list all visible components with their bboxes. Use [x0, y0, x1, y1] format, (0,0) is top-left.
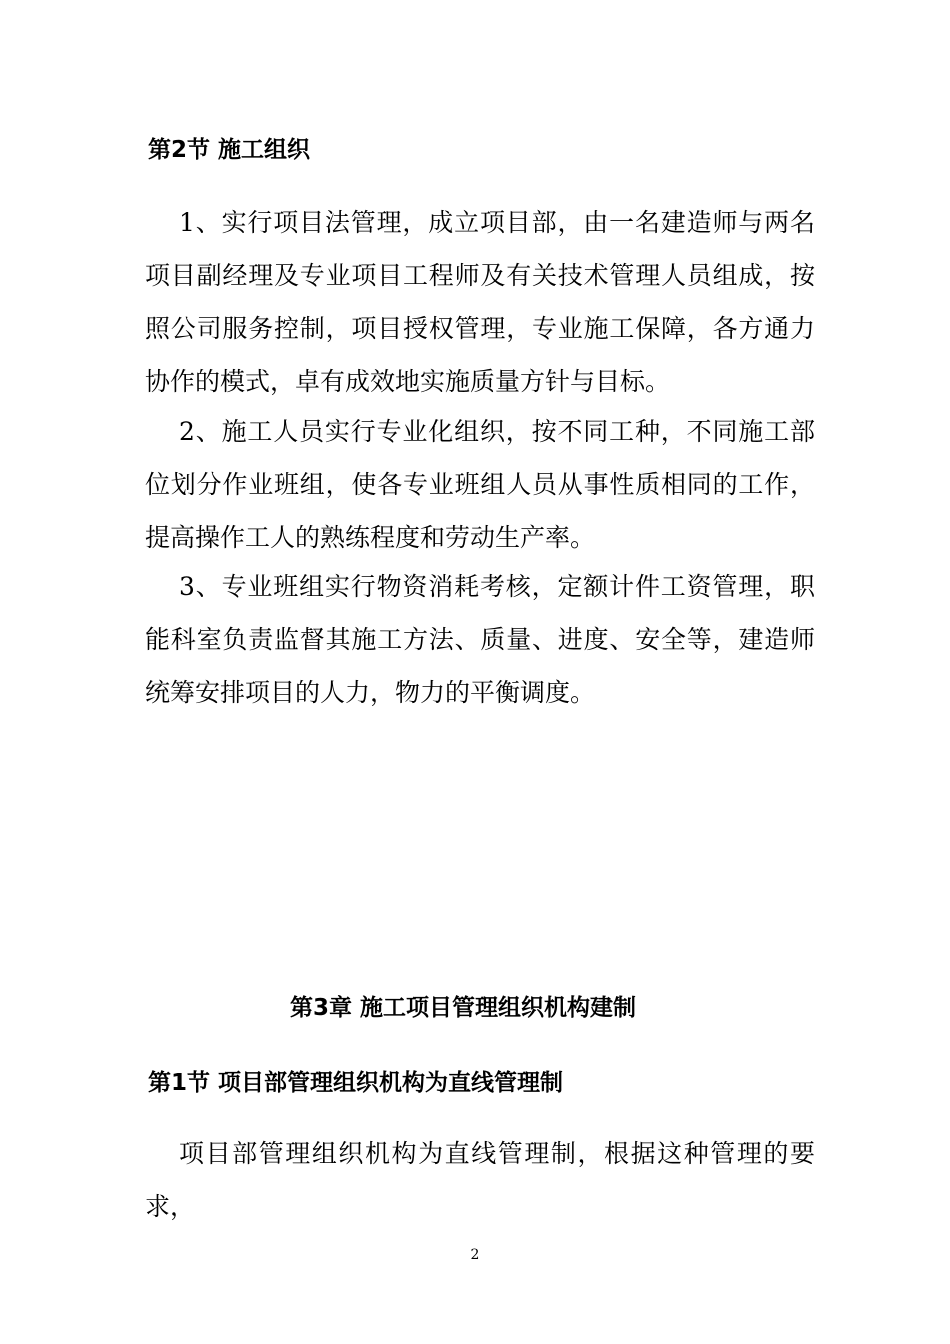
paragraph-4: 项目部管理组织机构为直线管理制，根据这种管理的要求，	[145, 1139, 815, 1221]
chapter-heading: 第3章 施工项目管理组织机构建制	[290, 995, 637, 1021]
paragraph-3: 3、专业班组实行物资消耗考核，定额计件工资管理，职能科室负责监督其施工方法、质量、进度、安全等，建造师统筹安排项目的人力，物力的平衡调度。	[145, 572, 815, 707]
section-heading: 第1节 项目部管理组织机构为直线管理制	[148, 1070, 564, 1096]
paragraph-2: 2、施工人员实行专业化组织，按不同工种，不同施工部位划分作业班组，使各专业班组人员从事性质相同的工作，提高操作工人的熟练程度和劳动生产率。	[145, 417, 815, 552]
section-heading: 第2节 施工组织	[148, 137, 311, 163]
page-number: 2	[470, 1247, 480, 1263]
paragraph-1: 1、实行项目法管理，成立项目部，由一名建造师与两名项目副经理及专业项目工程师及有关技术管理人员组成，按照公司服务控制，项目授权管理，专业施工保障，各方通力协作的模式，卓有成效地实施质量方针与目标。	[145, 208, 815, 396]
